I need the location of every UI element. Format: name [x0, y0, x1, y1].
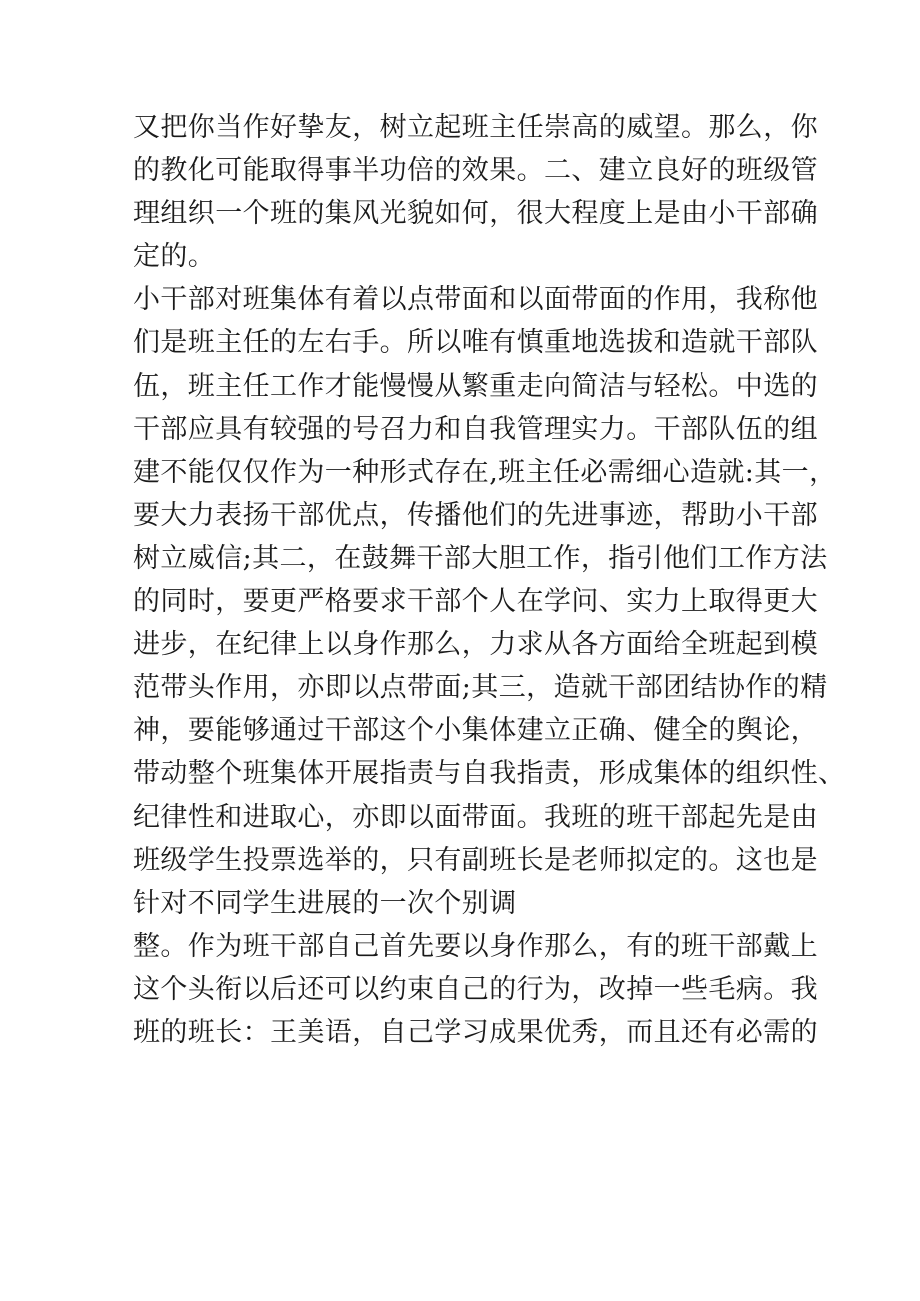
text-line: 伍，班主任工作才能慢慢从繁重走向简洁与轻松。中选的 — [133, 370, 818, 402]
text-line: 带动整个班集体开展指责与自我指责，形成集体的组织性、 — [133, 758, 846, 790]
text-line: 范带头作用，亦即以点带面;其三，造就干部团结协作的精 — [133, 672, 828, 704]
text-line: 的同时，要更严格要求干部个人在学问、实力上取得更大 — [133, 586, 818, 618]
text-line: 整。作为班干部自己首先要以身作那么，有的班干部戴上 — [133, 930, 818, 962]
text-line: 又把你当作好挚友，树立起班主任崇高的威望。那么，你 — [133, 112, 818, 143]
text-line: 定的。 — [133, 241, 216, 273]
text-line: 理组织一个班的集风光貌如何，很大程度上是由小干部确 — [133, 198, 818, 230]
text-line: 这个头衔以后还可以约束自己的行为，改掉一些毛病。我 — [133, 973, 818, 1005]
text-line: 班的班长：王美语，自己学习成果优秀，而且还有必需的 — [133, 1016, 818, 1048]
body-text — [133, 106, 846, 1054]
text-line: 的教化可能取得事半功倍的效果。二、建立良好的班级管 — [133, 155, 818, 187]
text-line: 要大力表扬干部优点，传播他们的先进事迹，帮助小干部 — [133, 499, 818, 531]
text-line: 进步，在纪律上以身作那么，力求从各方面给全班起到模 — [133, 629, 818, 661]
text-line: 小干部对班集体有着以点带面和以面带面的作用，我称他 — [133, 284, 818, 316]
text-line: 纪律性和进取心，亦即以面带面。我班的班干部起先是由 — [133, 801, 818, 833]
text-line: 班级学生投票选举的，只有副班长是老师拟定的。这也是 — [133, 844, 818, 876]
text-line: 树立威信;其二，在鼓舞干部大胆工作，指引他们工作方法 — [133, 542, 828, 574]
text-line: 针对不同学生进展的一次个别调 — [133, 887, 517, 919]
text-line: 神，要能够通过干部这个小集体建立正确、健全的舆论， — [133, 715, 818, 747]
text-line: 们是班主任的左右手。所以唯有慎重地选拔和造就干部队 — [133, 327, 818, 359]
text-line: 建不能仅仅作为一种形式存在,班主任必需细心造就:其一， — [133, 456, 837, 488]
text-line: 干部应具有较强的号召力和自我管理实力。干部队伍的组 — [133, 413, 818, 445]
